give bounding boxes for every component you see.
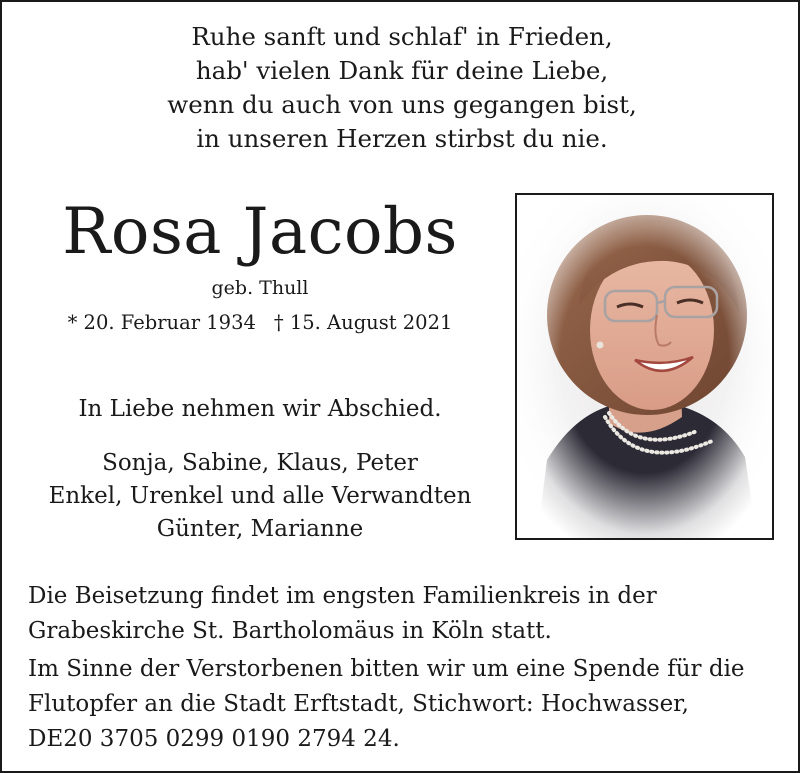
- birth-date: * 20. Februar 1934: [67, 311, 256, 334]
- life-dates: [32, 308, 488, 338]
- mourner-line: Sonja, Sabine, Klaus, Peter: [102, 450, 418, 476]
- burial-notice: [28, 579, 788, 649]
- donation-iban: DE20 3705 0299 0190 2794 24.: [28, 726, 400, 752]
- poem-line: Ruhe sanft und schlaf' in Frieden,: [191, 22, 613, 51]
- maiden-name: geb. Thull: [211, 277, 309, 299]
- donation-notice: [28, 652, 788, 757]
- poem-line: wenn du auch von uns gegangen bist,: [167, 90, 637, 119]
- mourners-list: [32, 447, 488, 546]
- burial-line: Grabeskirche St. Bartholomäus in Köln statt.: [28, 618, 552, 644]
- farewell-line: In Liebe nehmen wir Abschied.: [78, 396, 442, 422]
- burial-line: Die Beisetzung findet im engsten Familienkreis in der: [28, 583, 657, 609]
- donation-line: Im Sinne der Verstorbenen bitten wir um eine Spende für die: [28, 656, 745, 682]
- poem-line: hab' vielen Dank für deine Liebe,: [195, 56, 609, 85]
- portrait-illustration: [517, 195, 772, 538]
- mourner-line: Günter, Marianne: [156, 516, 364, 542]
- memorial-poem: [2, 20, 800, 156]
- death-date: † 15. August 2021: [273, 311, 453, 334]
- donation-line: Flutopfer an die Stadt Erftstadt, Stichwort: Hochwasser,: [28, 691, 689, 717]
- mourner-line: Enkel, Urenkel und alle Verwandten: [48, 483, 472, 509]
- deceased-name: Rosa Jacobs: [62, 195, 458, 269]
- poem-line: in unseren Herzen stirbst du nie.: [196, 124, 608, 153]
- portrait-photo: [515, 193, 774, 540]
